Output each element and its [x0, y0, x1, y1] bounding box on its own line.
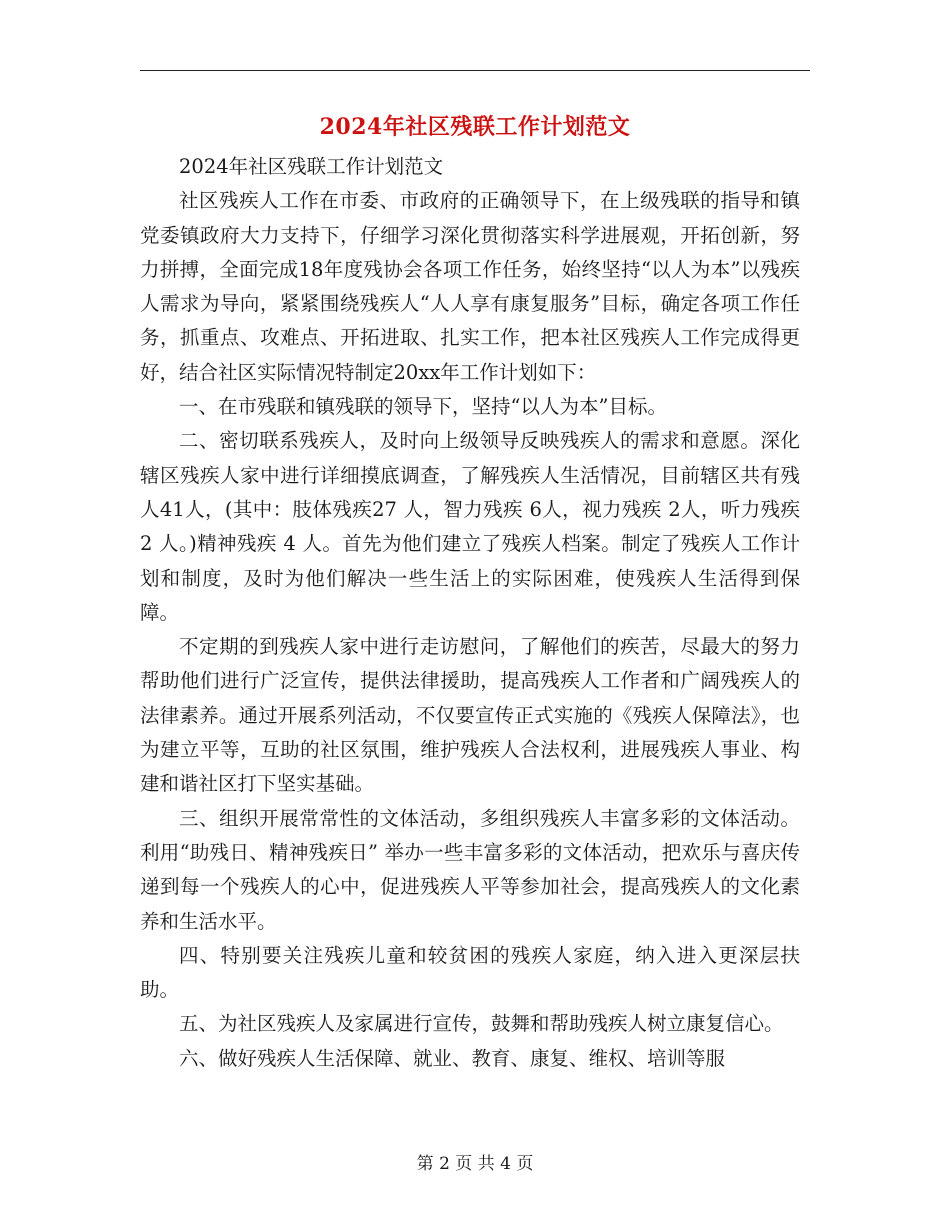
paragraph-item-2: 二、密切联系残疾人，及时向上级领导反映残疾人的需求和意愿。深化辖区残疾人家中进行详细摸底调查，了解残疾人生活情况，目前辖区共有残人41人，(其中：肢体残疾27 人，智力残疾 6人，视力残疾 2人，听力残疾 2 人。)精神残疾 4 人。首先为他们建立了残疾人档案。制定了残疾人工作计划和制度，及时为他们解决一些生活上的实际困难，使残疾人生活得到保障。	[140, 429, 800, 624]
paragraph-visits: 不定期的到残疾人家中进行走访慰问，了解他们的疾苦，尽最大的努力帮助他们进行广泛宣传，提供法律援助，提高残疾人工作者和广阔残疾人的法律素养。通过开展系列活动，不仅要宣传正式实施的《残疾人保障法》，也为建立平等，互助的社区氛围，维护残疾人合法权利，进展残疾人事业、构建和谐社区打下坚实基础。	[140, 635, 800, 796]
header-rule	[140, 70, 810, 71]
document-body	[140, 150, 800, 1076]
paragraph-item-4: 四、特别要关注残疾儿童和较贫困的残疾人家庭，纳入进入更深层扶助。	[140, 943, 800, 1002]
paragraph-subtitle: 2024年社区残联工作计划范文	[179, 155, 444, 178]
paragraph-item-6: 六、做好残疾人生活保障、就业、教育、康复、维权、培训等服	[179, 1046, 726, 1070]
paragraph-intro: 社区残疾人工作在市委、市政府的正确领导下，在上级残联的指导和镇党委镇政府大力支持下，仔细学习深化贯彻落实科学进展观，开拓创新，努力拼搏，全面完成18年度残协会各项工作任务，始终坚持“以人为本”以残疾人需求为导向，紧紧围绕残疾人“人人享有康复服务”目标，确定各项工作任务，抓重点、攻难点、开拓进取、扎实工作，把本社区残疾人工作完成得更好，结合社区实际情况特制定20xx年工作计划如下：	[140, 189, 800, 384]
page-number-footer: 第 2 页 共 4 页	[416, 1154, 534, 1174]
paragraph-item-1: 一、在市残联和镇残联的领导下，坚持“以人为本”目标。	[179, 395, 667, 419]
paragraph-item-3: 三、组织开展常常性的文体活动，多组织残疾人丰富多彩的文体活动。利用“助残日、精神残疾日” 举办一些丰富多彩的文体活动，把欢乐与喜庆传递到每一个残疾人的心中，促进残疾人平等参加社会，提高残疾人的文化素养和生活水平。	[140, 806, 800, 933]
document-title: 2024年社区残联工作计划范文	[319, 114, 631, 140]
paragraph-item-5: 五、为社区残疾人及家属进行宣传，鼓舞和帮助残疾人树立康复信心。	[179, 1012, 784, 1036]
